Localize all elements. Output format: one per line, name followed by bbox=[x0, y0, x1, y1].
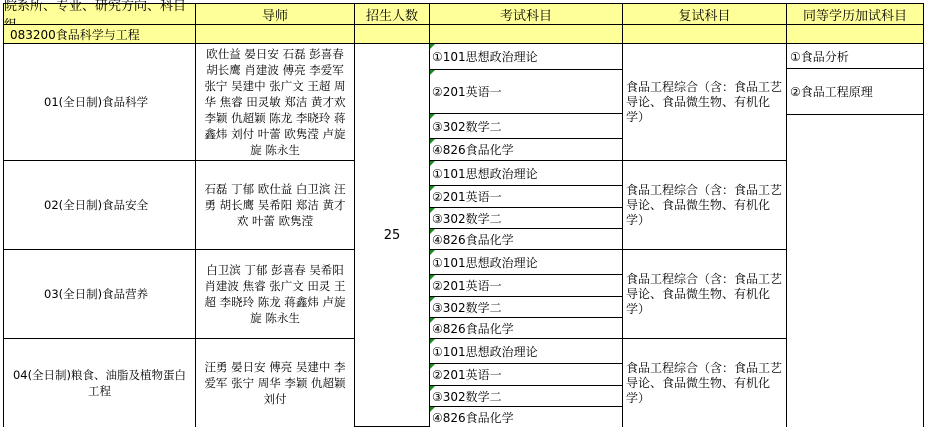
exam-subject: ④826食品化学 bbox=[430, 407, 623, 427]
header-retest: 复试科目 bbox=[623, 4, 787, 25]
exam-subject: ②201英语一 bbox=[430, 186, 623, 208]
retest-subject: 食品工程综合（含：食品工艺导论、食品微生物、有机化学） bbox=[623, 161, 787, 250]
equiv-empty bbox=[787, 115, 924, 427]
header-exam: 考试科目 bbox=[430, 4, 623, 25]
direction-advisors: 汪勇 晏日安 傅亮 吴建中 李爱军 张宁 周华 李颖 仇超颖 刘付 bbox=[196, 339, 355, 427]
major-advisor-empty bbox=[196, 25, 355, 44]
direction-name: 03(全日制)食品营养 bbox=[4, 250, 196, 339]
major-label: 083200食品科学与工程 bbox=[4, 25, 196, 44]
header-equiv: 同等学历加试科目 bbox=[787, 4, 924, 25]
equiv-item: ②食品工程原理 bbox=[787, 69, 924, 115]
exam-subject: ①101思想政治理论 bbox=[430, 250, 623, 275]
direction-advisors: 白卫滨 丁郁 彭喜春 吴希阳 肖建波 焦睿 张广文 田灵 王超 李晓玲 陈龙 蒋鑫炜 卢旋旋 陈永生 bbox=[196, 250, 355, 339]
exam-subject: ④826食品化学 bbox=[430, 318, 623, 339]
major-equiv-empty bbox=[787, 25, 924, 44]
major-retest-empty bbox=[623, 25, 787, 44]
exam-subject: ③302数学二 bbox=[430, 208, 623, 229]
exam-subject: ③302数学二 bbox=[430, 114, 623, 139]
exam-subject: ④826食品化学 bbox=[430, 229, 623, 250]
exam-subject: ①101思想政治理论 bbox=[430, 161, 623, 186]
direction-name: 01(全日制)食品科学 bbox=[4, 44, 196, 161]
retest-subject: 食品工程综合（含：食品工艺导论、食品微生物、有机化学） bbox=[623, 44, 787, 161]
exam-subject: ③302数学二 bbox=[430, 386, 623, 407]
exam-subject: ③302数学二 bbox=[430, 297, 623, 318]
direction-advisors: 欧仕益 晏日安 石磊 彭喜春 胡长鹰 肖建波 傅亮 李爱军 张宁 吴建中 张广文 王超 周华 焦睿 田灵敏 郑洁 黄才欢 李颖 仇超颖 陈龙 李晓玲 蒋鑫炜 刘付 叶蕾 欧隽滢 卢旋旋 陈永生 bbox=[196, 44, 355, 161]
retest-subject: 食品工程综合（含：食品工艺导论、食品微生物、有机化学） bbox=[623, 339, 787, 427]
header-dept: 院系所、专业、研究方向、科目 bbox=[4, 4, 196, 25]
retest-subject: 食品工程综合（含：食品工艺导论、食品微生物、有机化学） bbox=[623, 250, 787, 339]
direction-name: 02(全日制)食品安全 bbox=[4, 161, 196, 250]
equiv-item: ①食品分析 bbox=[787, 44, 924, 69]
exam-subject: ①101思想政治理论 bbox=[430, 339, 623, 364]
header-advisor: 导师 bbox=[196, 4, 355, 25]
exam-subject: ②201英语一 bbox=[430, 70, 623, 114]
header-quota: 招生人数 bbox=[355, 4, 430, 25]
exam-subject: ④826食品化学 bbox=[430, 139, 623, 161]
exam-subject: ②201英语一 bbox=[430, 275, 623, 297]
direction-advisors: 石磊 丁郁 欧仕益 白卫滨 汪勇 胡长鹰 吴希阳 郑洁 黄才欢 叶蕾 欧隽滢 bbox=[196, 161, 355, 250]
direction-name: 04(全日制)粮食、油脂及植物蛋白工程 bbox=[4, 339, 196, 427]
exam-subject: ②201英语一 bbox=[430, 364, 623, 386]
major-quota-empty bbox=[355, 25, 430, 44]
exam-subject: ①101思想政治理论 bbox=[430, 44, 623, 70]
major-exam-empty bbox=[430, 25, 623, 44]
quota-value: 25 bbox=[355, 44, 430, 427]
